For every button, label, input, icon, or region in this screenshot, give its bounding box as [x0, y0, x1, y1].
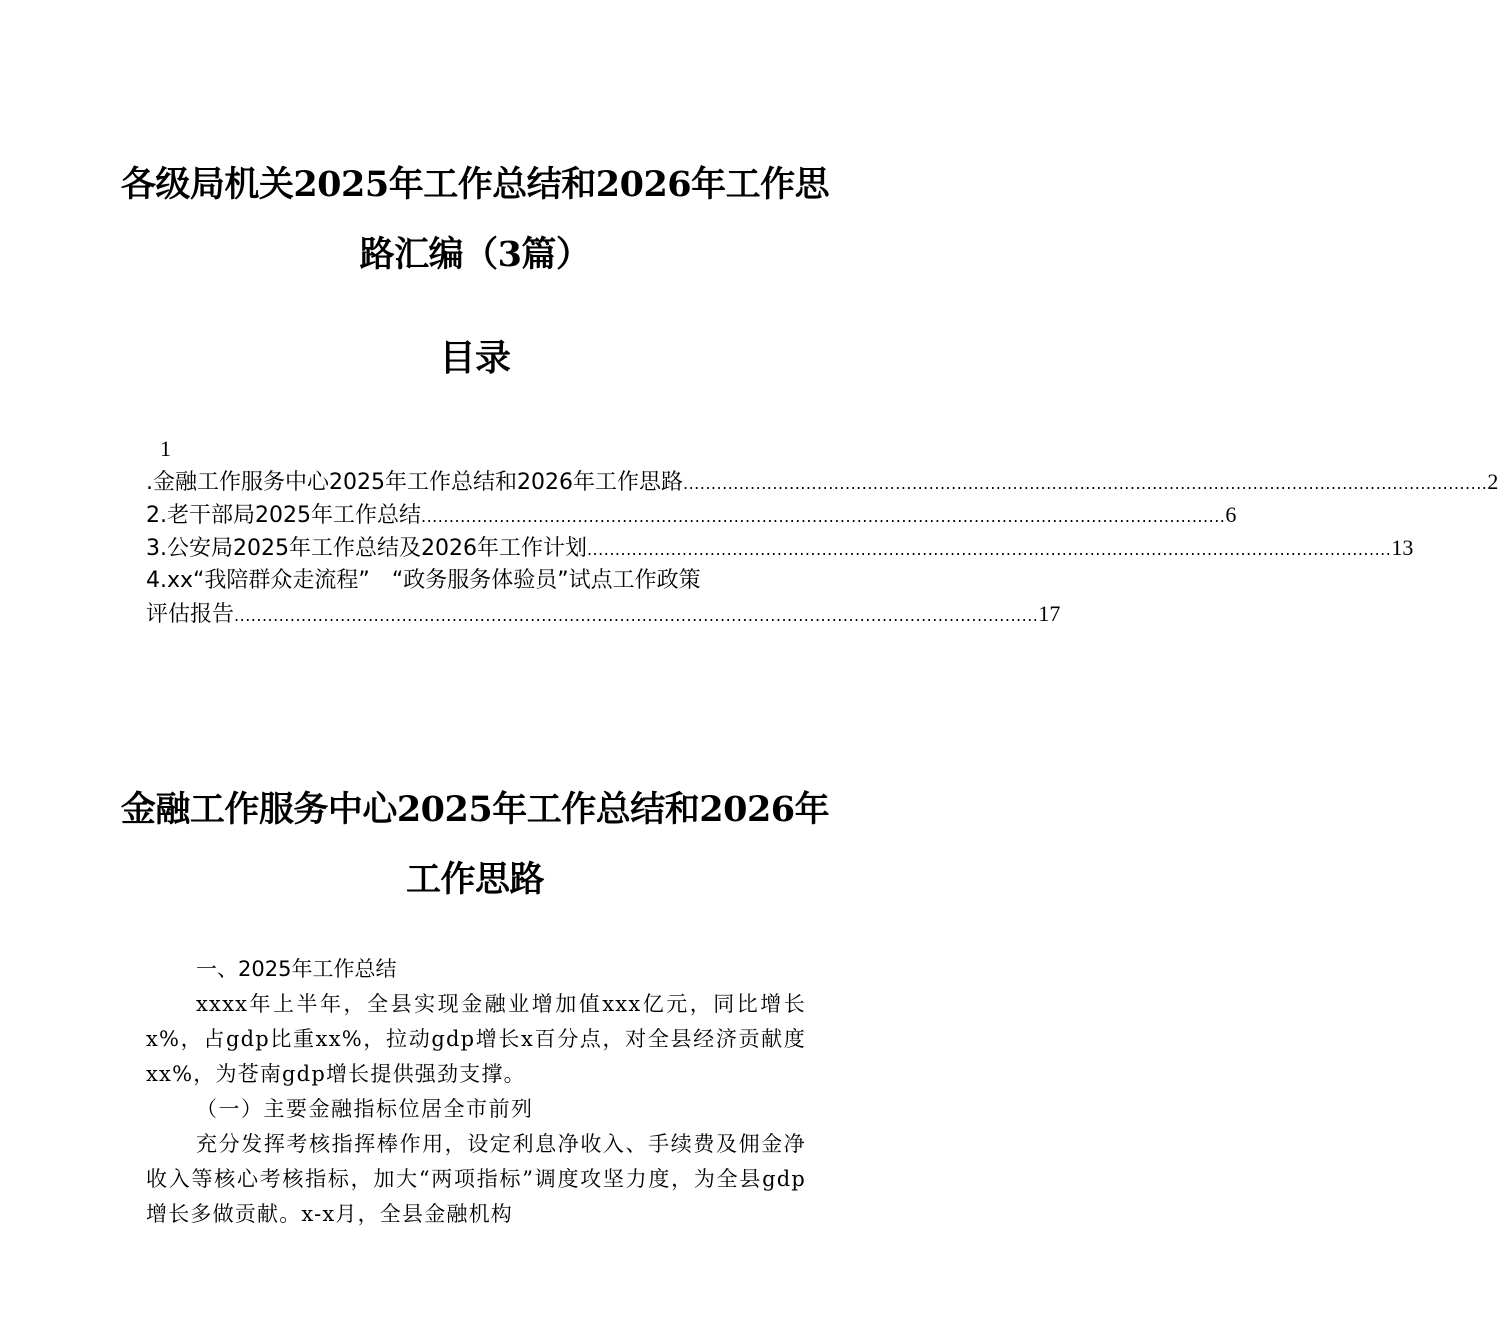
article-title: 金融工作服务中心2025年工作总结和2026年工作思路: [120, 789, 830, 900]
toc-item-page: 17: [1038, 601, 1061, 626]
paragraph: 充分发挥考核指挥棒作用，设定利息净收入、手续费及佣金净收入等核心考核指标，加大“两项指标”调度攻坚力度，为全县gdp增长多做贡献。x-x月，全县金融机构: [146, 1132, 806, 1226]
article-body: [146, 952, 806, 1232]
toc-item-2[interactable]: [146, 498, 1237, 531]
toc-leader-dots: ................................................................................................................................................: [420, 507, 1226, 526]
toc-item-text: 4.xx“我陪群众走流程” “政务服务体验员”试点工作政策: [146, 568, 701, 593]
toc-item-number: 1: [160, 436, 171, 461]
subsection-heading: （一）主要金融指标位居全市前列: [196, 1097, 534, 1121]
toc-item-3[interactable]: [146, 531, 1414, 564]
toc-item-page: 6: [1225, 502, 1237, 527]
toc-item-4-line1[interactable]: [146, 564, 806, 597]
toc-item-page: 2: [1487, 469, 1498, 494]
table-of-contents: [146, 432, 1498, 630]
toc-item-1[interactable]: [146, 465, 1498, 498]
section-heading: 一、2025年工作总结: [196, 957, 397, 981]
toc-leader-dots: ................................................................................................................................................: [234, 606, 1039, 625]
toc-item-text: 3.公安局2025年工作总结及2026年工作计划: [146, 536, 587, 561]
toc-item-page: 13: [1391, 535, 1414, 560]
toc-leader-dots: ................................................................................................................................................: [682, 474, 1488, 493]
toc-item-4-line2[interactable]: [146, 597, 1061, 630]
paragraph: xxxx年上半年，全县实现金融业增加值xxx亿元，同比增长x%，占gdp比重xx%，拉动gdp增长x百分点，对全县经济贡献度xx%，为苍南gdp增长提供强劲支撑。: [146, 992, 806, 1086]
toc-item-text: .金融工作服务中心2025年工作总结和2026年工作思路: [146, 470, 683, 495]
document-title: 各级局机关2025年工作总结和2026年工作思路汇编（3篇）: [120, 164, 830, 275]
toc-heading: 目录: [439, 337, 511, 379]
toc-item-text: 2.老干部局2025年工作总结: [146, 503, 421, 528]
toc-item-text: 评估报告: [146, 602, 235, 627]
toc-leader-dots: ................................................................................................................................................: [586, 540, 1392, 559]
